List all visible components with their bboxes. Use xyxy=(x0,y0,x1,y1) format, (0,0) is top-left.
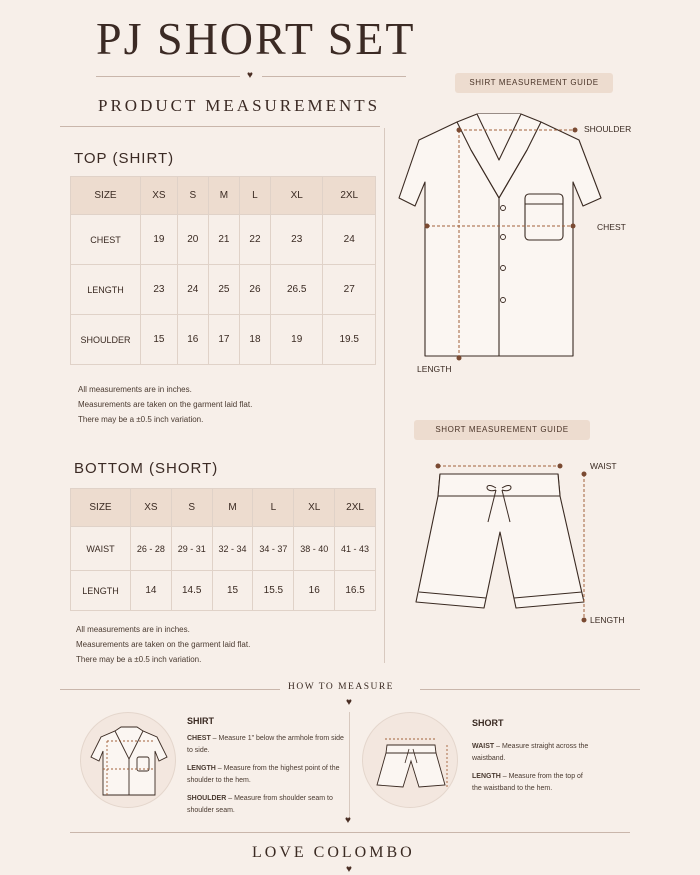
table-cell: 14.5 xyxy=(171,571,212,611)
shirt-diagram xyxy=(395,100,605,370)
heart-icon: ♥ xyxy=(345,815,351,826)
column-header: S xyxy=(177,177,208,215)
term: WAIST xyxy=(472,743,495,750)
bottom-notes xyxy=(76,622,250,667)
table-cell: 16.5 xyxy=(335,571,376,611)
column-header: L xyxy=(253,489,294,527)
bottom-size-table xyxy=(70,488,376,611)
table-cell: 19 xyxy=(271,315,323,365)
term: CHEST xyxy=(187,735,211,742)
column-header: SIZE xyxy=(71,177,141,215)
column-header: M xyxy=(212,489,253,527)
table-row xyxy=(71,571,376,611)
table-cell: 22 xyxy=(239,215,270,265)
table-cell: 29 - 31 xyxy=(171,527,212,571)
table-cell: 21 xyxy=(208,215,239,265)
divider xyxy=(96,76,240,77)
table-cell: 19 xyxy=(141,215,178,265)
instruction-text: – Measure from the highest point of the shoulder to the hem. xyxy=(187,765,340,784)
row-label: LENGTH xyxy=(71,265,141,315)
instruction-text: – Measure 1" below the armhole from side to side. xyxy=(187,735,344,754)
row-label: CHEST xyxy=(71,215,141,265)
table-row xyxy=(71,527,376,571)
shoulder-label: SHOULDER xyxy=(584,124,632,134)
note-line: Measurements are taken on the garment laid flat. xyxy=(76,640,251,649)
bottom-heading: BOTTOM (SHORT) xyxy=(74,460,219,477)
table-cell: 16 xyxy=(177,315,208,365)
table-row xyxy=(71,315,376,365)
heart-icon: ♥ xyxy=(346,697,352,708)
note-line: Measurements are taken on the garment laid flat. xyxy=(78,400,253,409)
short-measure-heading: SHORT xyxy=(472,718,504,728)
row-label: SHOULDER xyxy=(71,315,141,365)
table-cell: 20 xyxy=(177,215,208,265)
shirt-measure-heading: SHIRT xyxy=(187,716,214,726)
short-thumbnail xyxy=(362,712,458,808)
divider xyxy=(60,126,380,127)
instruction-text: – Measure from the top of the waistband to the hem. xyxy=(472,773,583,792)
short-guide-pill: SHORT MEASUREMENT GUIDE xyxy=(414,420,590,440)
shirt-shoulder-instruction xyxy=(187,793,347,816)
column-header: XL xyxy=(294,489,335,527)
table-cell: 27 xyxy=(323,265,376,315)
column-header: S xyxy=(171,489,212,527)
waist-label: WAIST xyxy=(590,461,617,471)
table-cell: 26.5 xyxy=(271,265,323,315)
column-divider xyxy=(349,712,350,820)
heart-icon: ♥ xyxy=(346,864,352,875)
column-header: XL xyxy=(271,177,323,215)
term: LENGTH xyxy=(187,765,216,772)
note-line: There may be a ±0.5 inch variation. xyxy=(78,415,204,424)
table-cell: 24 xyxy=(177,265,208,315)
table-cell: 15 xyxy=(212,571,253,611)
shirt-mini-icon xyxy=(81,713,177,809)
term: LENGTH xyxy=(472,773,501,780)
chest-label: CHEST xyxy=(597,222,626,232)
table-cell: 25 xyxy=(208,265,239,315)
note-line: All measurements are in inches. xyxy=(78,385,192,394)
table-cell: 14 xyxy=(131,571,172,611)
table-cell: 26 xyxy=(239,265,270,315)
table-cell: 24 xyxy=(323,215,376,265)
note-line: There may be a ±0.5 inch variation. xyxy=(76,655,202,664)
divider xyxy=(70,832,630,833)
column-header: SIZE xyxy=(71,489,131,527)
column-header: 2XL xyxy=(335,489,376,527)
top-size-table xyxy=(70,176,376,365)
column-divider xyxy=(384,128,385,663)
table-cell: 41 - 43 xyxy=(335,527,376,571)
shirt-guide-pill: SHIRT MEASUREMENT GUIDE xyxy=(455,73,613,93)
page-title: PJ SHORT SET xyxy=(96,13,416,64)
column-header: XS xyxy=(141,177,178,215)
divider xyxy=(262,76,406,77)
brand-footer: LOVE COLOMBO xyxy=(252,844,415,861)
table-cell: 17 xyxy=(208,315,239,365)
shirt-chest-instruction xyxy=(187,733,347,756)
table-cell: 23 xyxy=(271,215,323,265)
table-cell: 26 - 28 xyxy=(131,527,172,571)
shirt-length-instruction xyxy=(187,763,347,786)
table-cell: 16 xyxy=(294,571,335,611)
how-to-heading: HOW TO MEASURE xyxy=(288,682,394,692)
top-heading: TOP (SHIRT) xyxy=(74,150,175,167)
row-label: LENGTH xyxy=(71,571,131,611)
short-waist-instruction xyxy=(472,741,592,764)
note-line: All measurements are in inches. xyxy=(76,625,190,634)
column-header: 2XL xyxy=(323,177,376,215)
table-cell: 19.5 xyxy=(323,315,376,365)
table-row xyxy=(71,215,376,265)
divider xyxy=(420,689,640,690)
divider xyxy=(60,689,280,690)
shirt-thumbnail xyxy=(80,712,176,808)
table-row xyxy=(71,265,376,315)
table-cell: 15.5 xyxy=(253,571,294,611)
instruction-text: – Measure from shoulder seam to shoulder seam. xyxy=(187,795,333,814)
table-header-row xyxy=(71,489,376,527)
table-header-row xyxy=(71,177,376,215)
row-label: WAIST xyxy=(71,527,131,571)
column-header: XS xyxy=(131,489,172,527)
table-cell: 15 xyxy=(141,315,178,365)
table-cell: 32 - 34 xyxy=(212,527,253,571)
short-length-instruction xyxy=(472,771,592,794)
table-cell: 18 xyxy=(239,315,270,365)
short-length-label: LENGTH xyxy=(590,615,625,625)
short-diagram xyxy=(400,452,600,632)
top-notes xyxy=(78,382,252,427)
short-mini-icon xyxy=(363,713,459,809)
table-cell: 38 - 40 xyxy=(294,527,335,571)
column-header: M xyxy=(208,177,239,215)
column-header: L xyxy=(239,177,270,215)
length-label: LENGTH xyxy=(417,364,452,374)
page-subtitle: PRODUCT MEASUREMENTS xyxy=(98,96,381,115)
term: SHOULDER xyxy=(187,795,227,802)
heart-icon: ♥ xyxy=(247,70,253,81)
instruction-text: – Measure straight across the waistband. xyxy=(472,743,589,762)
table-cell: 34 - 37 xyxy=(253,527,294,571)
table-cell: 23 xyxy=(141,265,178,315)
